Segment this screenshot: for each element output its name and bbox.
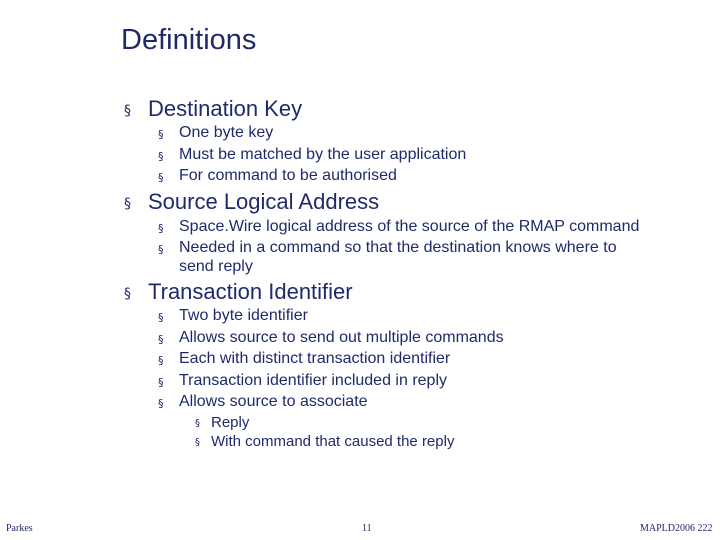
bullet-icon: § [124, 196, 131, 212]
list-item: § Two byte identifier [158, 307, 308, 324]
footer-event: MAPLD2006 222 [640, 523, 713, 534]
bullet-icon: § [158, 222, 164, 235]
footer-page-number: 11 [362, 523, 372, 534]
bullet-icon: § [158, 171, 164, 184]
list-item: § For command to be authorised [158, 167, 397, 184]
bullet-icon: § [158, 243, 164, 256]
list-item: § Space.Wire logical address of the source of the RMAP command [158, 218, 640, 235]
bullet-icon: § [124, 286, 131, 302]
section-heading-transaction-identifier: § Transaction Identifier [124, 279, 353, 304]
footer-author: Parkes [6, 523, 33, 534]
bullet-icon: § [158, 128, 164, 141]
bullet-icon: § [158, 354, 164, 367]
bullet-icon: § [195, 418, 200, 429]
list-item: § One byte key [158, 124, 274, 141]
bullet-icon: § [158, 376, 164, 389]
bullet-icon: § [124, 103, 131, 119]
list-item: § Allows source to associate [158, 393, 368, 410]
bullet-icon: § [158, 397, 164, 410]
section-heading-destination-key: § Destination Key [124, 96, 303, 121]
sub-list-item: § With command that caused the reply [195, 433, 455, 450]
list-item: § Allows source to send out multiple commands [158, 329, 504, 346]
bullet-icon: § [195, 437, 200, 448]
section-heading-source-logical-address: § Source Logical Address [124, 189, 380, 214]
sub-list-item: § Reply [195, 414, 250, 431]
bullet-icon: § [158, 311, 164, 324]
bullet-icon: § [158, 333, 164, 346]
list-item: § Transaction identifier included in reply [158, 372, 447, 389]
list-item: § Each with distinct transaction identifier [158, 350, 451, 367]
list-item: § Needed in a command so that the destination knows where to [158, 239, 617, 256]
list-item-continuation: send reply [179, 258, 253, 275]
bullet-icon: § [158, 150, 164, 163]
slide-title: Definitions [121, 24, 257, 56]
list-item: § Must be matched by the user application [158, 146, 467, 163]
